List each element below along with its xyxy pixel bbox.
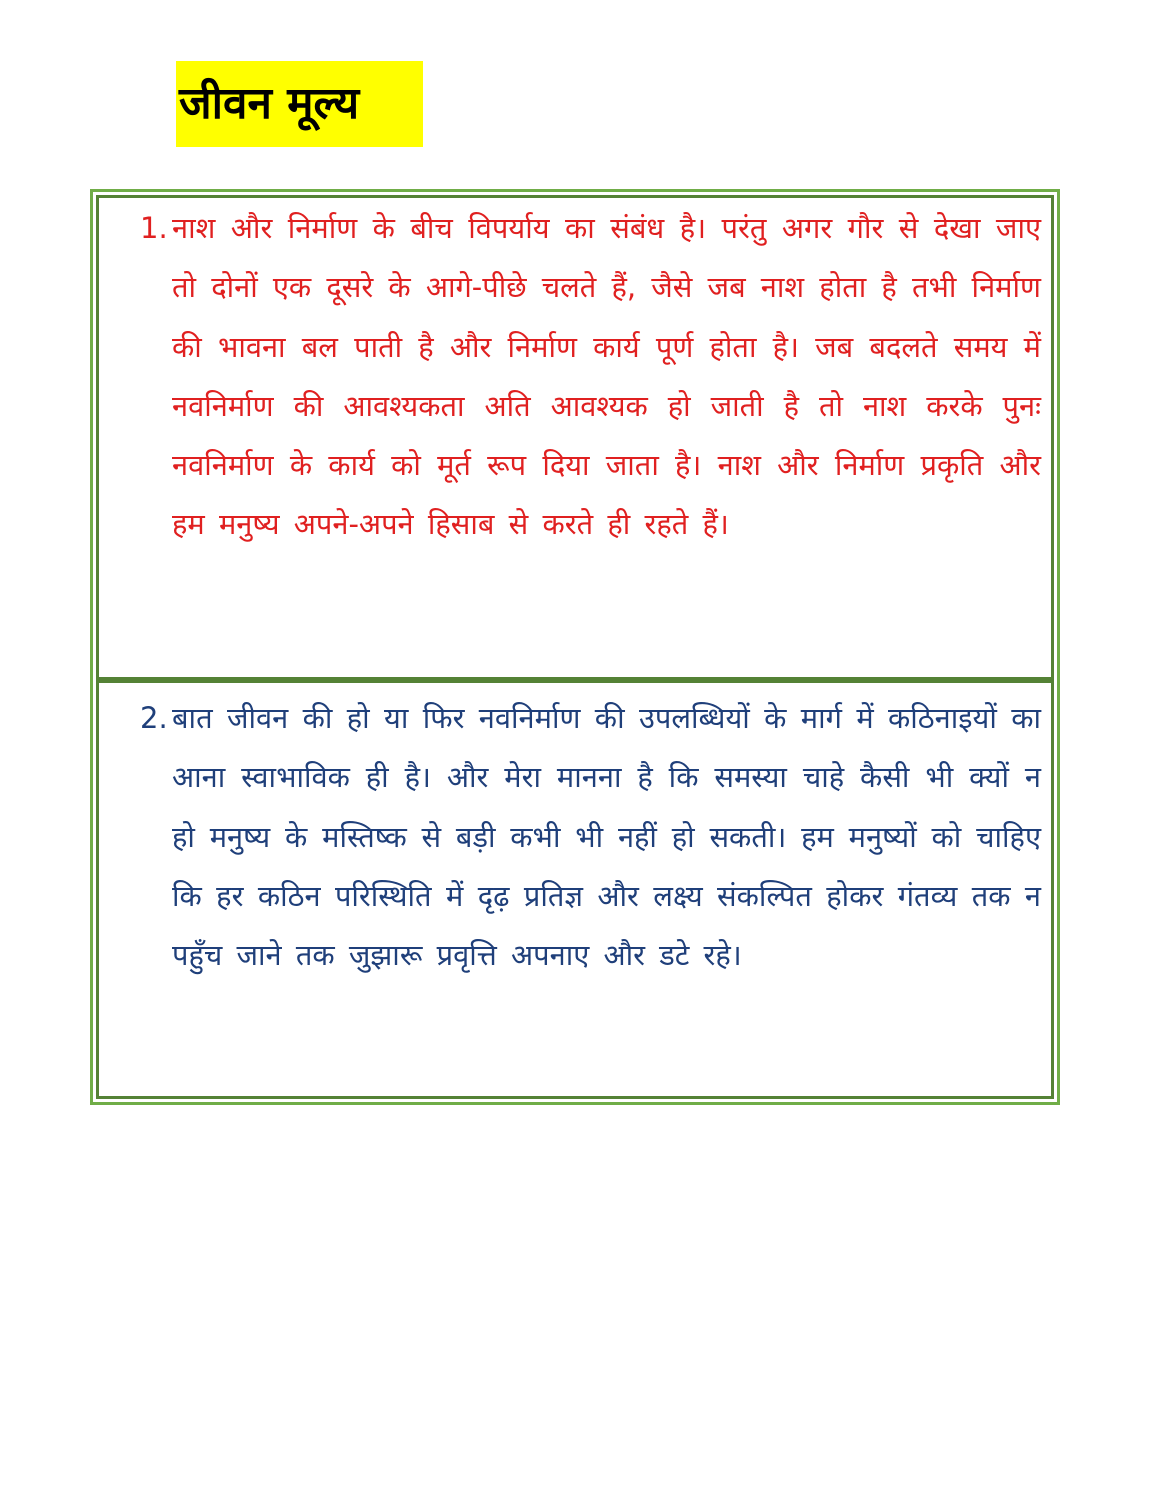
page-title: जीवन मूल्य xyxy=(176,61,423,147)
point-1 xyxy=(140,199,1041,555)
point-1-number: 1. xyxy=(140,211,168,245)
point-cell-2 xyxy=(99,680,1051,1096)
point-2-number: 2. xyxy=(140,701,168,735)
content-box xyxy=(90,189,1060,1105)
point-cell-1 xyxy=(99,198,1051,680)
point-2-text: बात जीवन की हो या फिर नवनिर्माण की उपलब्धियों के मार्ग में कठिनाइयों का आना स्वाभाविक ही है। और मेरा मानना है कि समस्या चाहे कैसी भी क्यों न हो मनुष्य के मस्तिष्क से बड़ी कभी भी नहीं हो सकती। हम मनुष्यों को चाहिए कि हर कठिन परिस्थिति में दृढ़ प्रतिज्ञ और लक्ष्य संकल्पित होकर गंतव्य तक न पहुँच जाने तक जुझारू प्रवृत्ति अपनाए और डटे रहे। xyxy=(172,701,1041,973)
point-1-text: नाश और निर्माण के बीच विपर्याय का संबंध है। परंतु अगर गौर से देखा जाए तो दोनों एक दूसरे के आगे-पीछे चलते हैं, जैसे जब नाश होता है तभी निर्माण की भावना बल पाती है और निर्माण कार्य पूर्ण होता है। जब बदलते समय में नवनिर्माण की आवश्यकता अति आवश्यक हो जाती है तो नाश करके पुनः नवनिर्माण के कार्य को मूर्त रूप दिया जाता है। नाश और निर्माण प्रकृति और हम मनुष्य अपने-अपने हिसाब से करते ही रहते हैं। xyxy=(172,211,1041,542)
content-table xyxy=(96,195,1054,1099)
point-2 xyxy=(140,689,1041,985)
